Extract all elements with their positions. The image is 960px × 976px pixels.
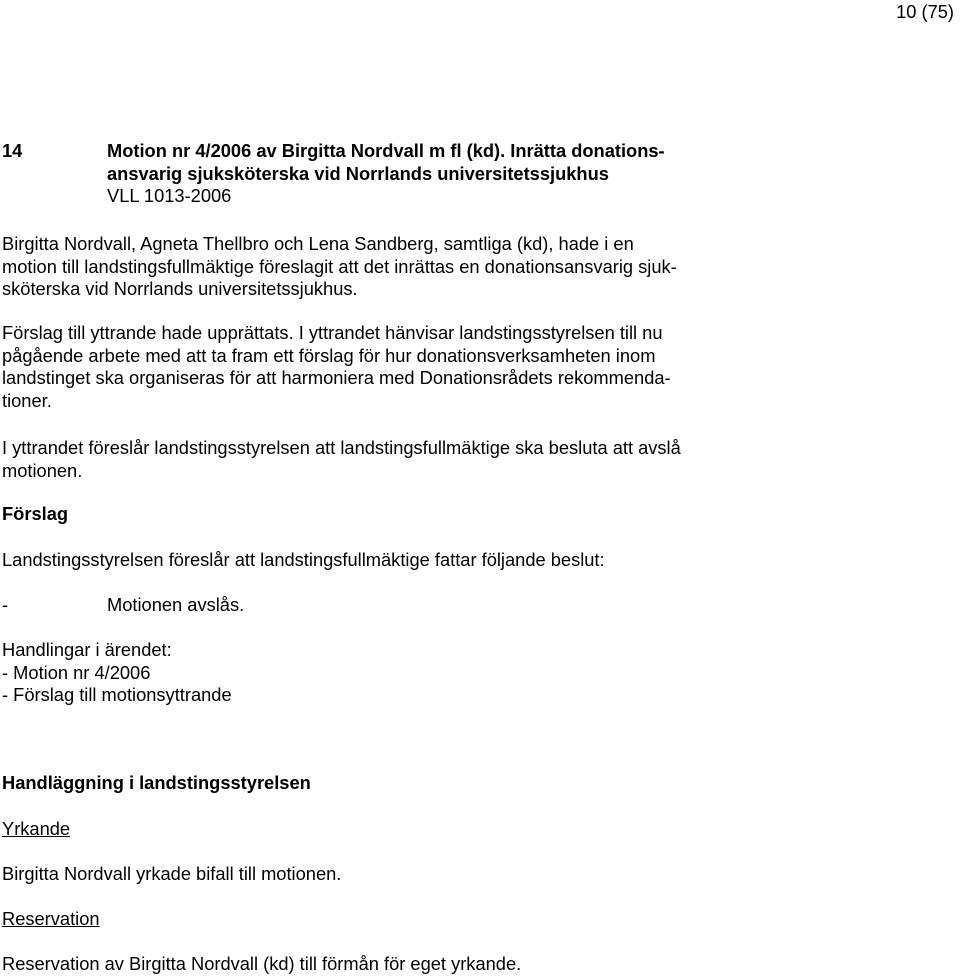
document-item: - Motion nr 4/2006 [2, 661, 151, 683]
proposal-paragraph [2, 437, 952, 482]
item-title-line-1: Motion nr 4/2006 av Birgitta Nordvall m fl (kd). Inrätta donations- [107, 140, 665, 161]
statement-line: tioner. [2, 389, 52, 411]
intro-line: Birgitta Nordvall, Agneta Thellbro och Lena Sandberg, samtliga (kd), hade i en [2, 233, 634, 254]
handling-heading: Handläggning i landstingsstyrelsen [2, 772, 311, 793]
documents-section [2, 639, 952, 707]
item-title [107, 140, 827, 208]
statement-line: landstinget ska organiseras för att harmoniera med Donationsrådets rekommenda- [2, 367, 671, 388]
item-number: 14 [2, 140, 23, 161]
item-title-line-2: ansvarig sjuksköterska vid Norrlands universitetssjukhus [107, 162, 609, 184]
documents-heading: Handlingar i ärendet: [2, 639, 172, 660]
item-reference: VLL 1013-2006 [107, 185, 232, 206]
forslag-text: Landstingsstyrelsen föreslår att landstingsfullmäktige fattar följande beslut: [2, 549, 605, 570]
document-item: - Förslag till motionsyttrande [2, 684, 232, 705]
intro-paragraph [2, 233, 952, 301]
reservation-heading: Reservation [2, 908, 100, 929]
decision-text: Motionen avslås. [107, 594, 245, 615]
statement-paragraph [2, 322, 952, 412]
proposal-line: I yttrandet föreslår landstingsstyrelsen att landstingsfullmäktige ska besluta att avslå [2, 437, 681, 458]
forslag-heading: Förslag [2, 503, 69, 524]
proposal-line: motionen. [2, 459, 83, 481]
decision-line [2, 594, 952, 617]
statement-line: Förslag till yttrande hade upprättats. I yttrandet hänvisar landstingsstyrelsen till nu [2, 322, 663, 343]
reservation-text: Reservation av Birgitta Nordvall (kd) till förmån för eget yrkande. [2, 953, 522, 974]
yrkande-text: Birgitta Nordvall yrkade bifall till motionen. [2, 863, 342, 884]
decision-dash: - [2, 594, 9, 615]
statement-line: pågående arbete med att ta fram ett förslag för hur donationsverksamheten inom [2, 344, 656, 366]
intro-line: motion till landstingsfullmäktige föreslagit att det inrättas en donationsansvarig sjuk- [2, 255, 677, 277]
page-number: 10 (75) [896, 1, 954, 22]
intro-line: sköterska vid Norrlands universitetssjukhus. [2, 278, 358, 299]
yrkande-heading: Yrkande [2, 818, 71, 839]
